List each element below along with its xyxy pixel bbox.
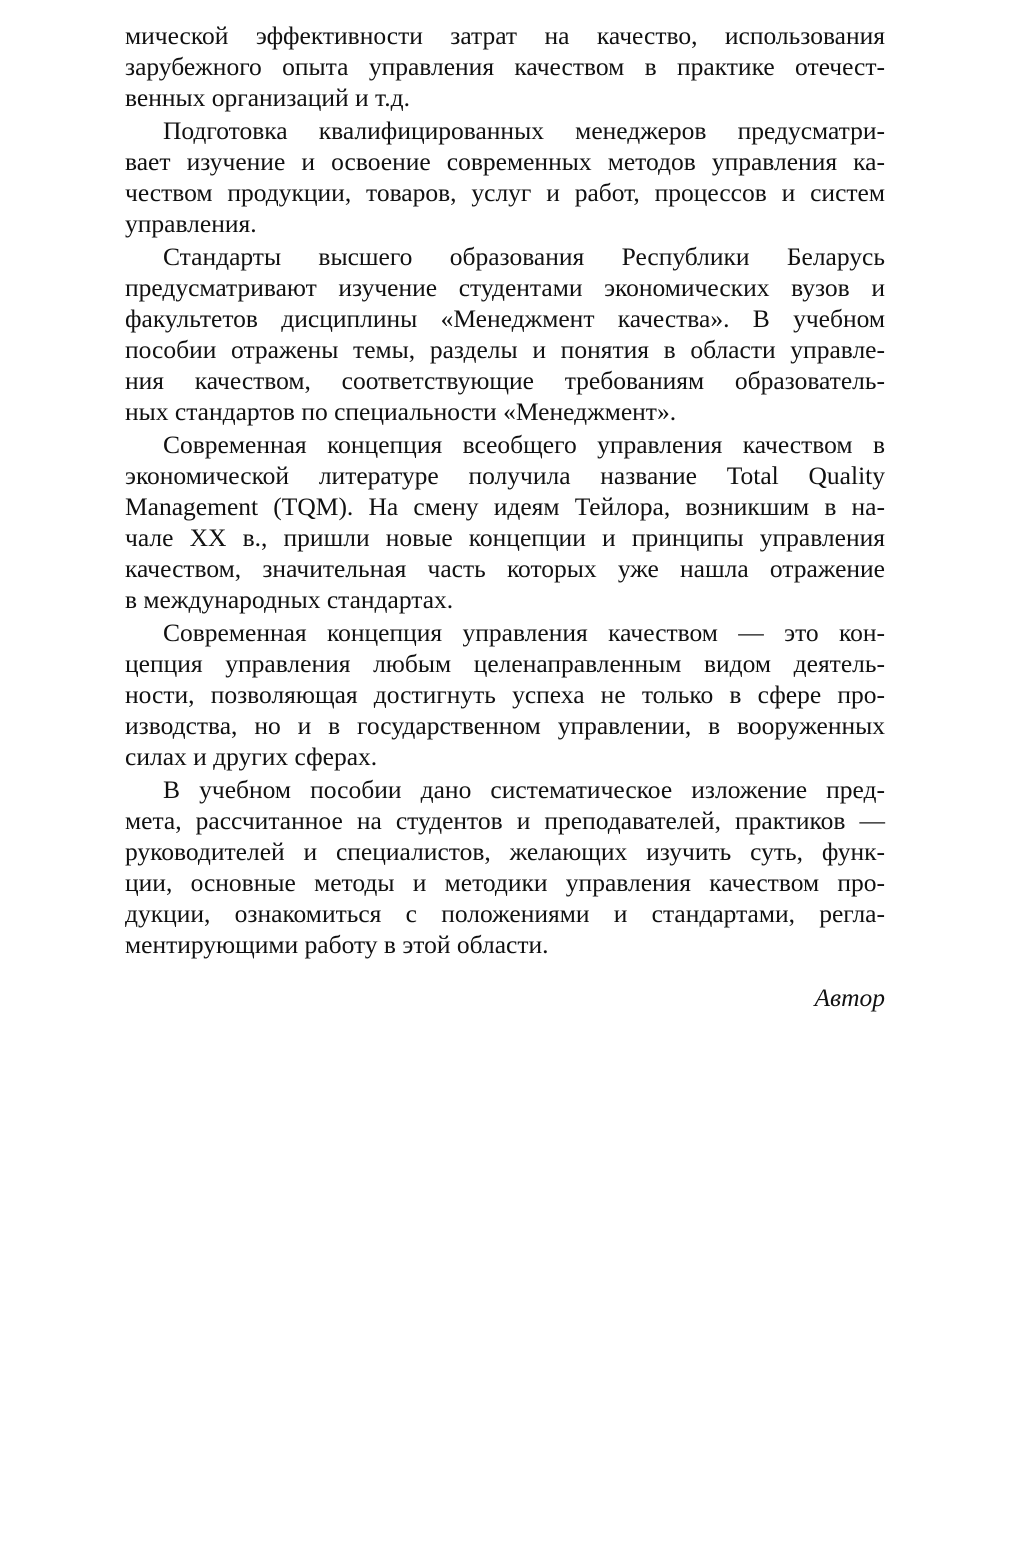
text-line: дукции, ознакомиться с положениями и стандартами, регла- (125, 899, 885, 928)
text-line: предусматривают изучение студентами экономических вузов и (125, 273, 885, 302)
text-line: в международных стандартах. (125, 585, 454, 614)
text-line: В учебном пособии дано систематическое изложение пред- (163, 775, 885, 804)
text-line: экономической литературе получила название Total Quality (125, 461, 885, 490)
text-line: венных организаций и т.д. (125, 83, 411, 112)
text-line: ния качеством, соответствующие требованиям образователь- (125, 366, 885, 395)
text-line: ных стандартов по специальности «Менеджмент». (125, 397, 677, 426)
text-line: зарубежного опыта управления качеством в практике отечест- (125, 52, 885, 81)
text-line: мета, рассчитанное на студентов и преподавателей, практиков — (125, 806, 885, 835)
paragraph-6 (125, 774, 885, 960)
paragraph-5 (125, 617, 885, 772)
text-line: качеством, значительная часть которых уже нашла отражение (125, 554, 885, 583)
text-line: Современная концепция управления качеством — это кон- (163, 618, 885, 647)
text-line: управления. (125, 209, 257, 238)
text-line: ции, основные методы и методики управления качеством про- (125, 868, 885, 897)
text-line: чеством продукции, товаров, услуг и работ, процессов и систем (125, 178, 885, 207)
text-line: ности, позволяющая достигнуть успеха не только в сфере про- (125, 680, 885, 709)
paragraph-1 (125, 20, 885, 113)
author-signature: Автор (814, 983, 885, 1012)
text-line: Подготовка квалифицированных менеджеров предусматри- (163, 116, 885, 145)
text-line: цепция управления любым целенаправленным видом деятель- (125, 649, 885, 678)
text-line: мической эффективности затрат на качество, использования (125, 21, 885, 50)
paragraph-2 (125, 115, 885, 239)
text-line: чале XX в., пришли новые концепции и принципы управления (125, 523, 885, 552)
text-line: руководителей и специалистов, желающих изучить суть, функ- (125, 837, 885, 866)
document-page (125, 20, 885, 1012)
paragraph-4 (125, 429, 885, 615)
text-line: Стандарты высшего образования Республики Беларусь (163, 242, 885, 271)
text-line: силах и других сферах. (125, 742, 378, 771)
text-line: пособии отражены темы, разделы и понятия в области управле- (125, 335, 885, 364)
text-line: Management (TQM). На смену идеям Тейлора, возникшим в на- (125, 492, 885, 521)
text-line: изводства, но и в государственном управлении, в вооруженных (125, 711, 885, 740)
paragraph-3 (125, 241, 885, 427)
text-line: вает изучение и освоение современных методов управления ка- (125, 147, 885, 176)
text-line: Современная концепция всеобщего управления качеством в (163, 430, 885, 459)
text-line: ментирующими работу в этой области. (125, 930, 549, 959)
text-line: факультетов дисциплины «Менеджмент качества». В учебном (125, 304, 885, 333)
